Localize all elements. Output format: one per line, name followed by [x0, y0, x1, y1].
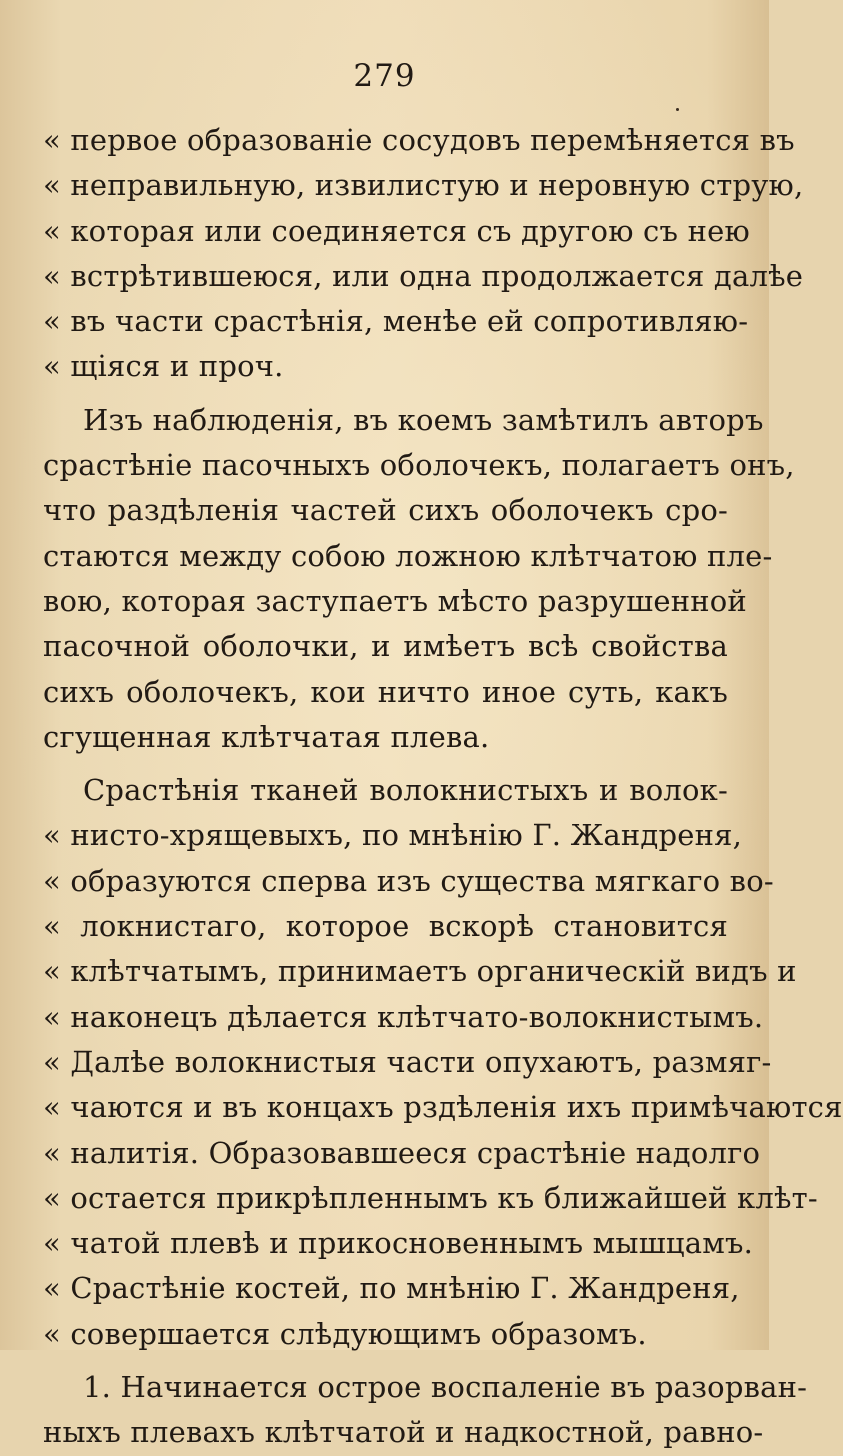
paragraph-first-line: 1. Начинается острое воспаленіе въ разорван-: [83, 1370, 808, 1405]
text-line: « налитія. Образовавшееся срастѣніе надолго: [43, 1135, 761, 1170]
text-line: « остается прикрѣпленнымъ къ ближайшей клѣт-: [43, 1180, 818, 1215]
text-line: сихъ оболочекъ, кои ничто иное суть, какъ: [43, 674, 728, 709]
paragraph-first-line: Срастѣнія тканей волокнистыхъ и волок-: [83, 773, 728, 808]
text-line: « неправильную, извилистую и неровную струю,: [43, 168, 804, 203]
text-line: вою, которая заступаетъ мѣсто разрушенной: [43, 583, 747, 618]
text-line: стаются между собою ложною клѣтчатою пле-: [43, 538, 773, 573]
text-line: « клѣтчатымъ, принимаетъ органическій видъ и: [43, 954, 797, 989]
text-line: « нисто-хрящевыхъ, по мнѣнію Г. Жандреня,: [43, 818, 743, 853]
text-line: сгущенная клѣтчатая плева.: [43, 719, 490, 754]
text-line: « въ части срастѣнія, менѣе ей сопротивляю-: [43, 304, 749, 339]
text-line: « Срастѣніе костей, по мнѣнію Г. Жандреня,: [43, 1271, 740, 1306]
text-line: « наконецъ дѣлается клѣтчато-волокнистымъ.: [43, 999, 764, 1034]
text-line: « образуются сперва изъ существа мягкаго во-: [43, 863, 774, 898]
paragraph-first-line: Изъ наблюденія, въ коемъ замѣтилъ авторъ: [83, 402, 764, 437]
text-line: « совершается слѣдующимъ образомъ.: [43, 1316, 647, 1351]
page-number: 279: [353, 58, 416, 94]
text-line: « чатой плевѣ и прикосновеннымъ мышцамъ.: [43, 1226, 754, 1261]
text-line: « первое образованіе сосудовъ перемѣняется въ: [43, 123, 795, 157]
text-line: ныхъ плевахъ клѣтчатой и надкостной, равно-: [43, 1415, 764, 1450]
text-line: « чаются и въ концахъ рздѣленія ихъ примѣчаются: [43, 1090, 843, 1125]
text-line: пасочной оболочки, и имѣетъ всѣ свойства: [43, 629, 728, 664]
text-line: « которая или соединяется съ другою съ нею: [43, 213, 750, 248]
text-line: срастѣніе пасочныхъ оболочекъ, полагаетъ онъ,: [43, 448, 795, 483]
text-line: « щіяся и проч.: [43, 349, 284, 384]
ink-speck: [676, 108, 679, 111]
text-line: что раздѣленія частей сихъ оболочекъ сро-: [43, 493, 728, 528]
text-line: « встрѣтившеюся, или одна продолжается далѣе: [43, 258, 804, 293]
text-line: « локнистаго, которое вскорѣ становится: [43, 909, 728, 944]
text-line: « Далѣе волокнистыя части опухаютъ, размяг-: [43, 1044, 772, 1079]
body-text: [43, 118, 843, 1456]
